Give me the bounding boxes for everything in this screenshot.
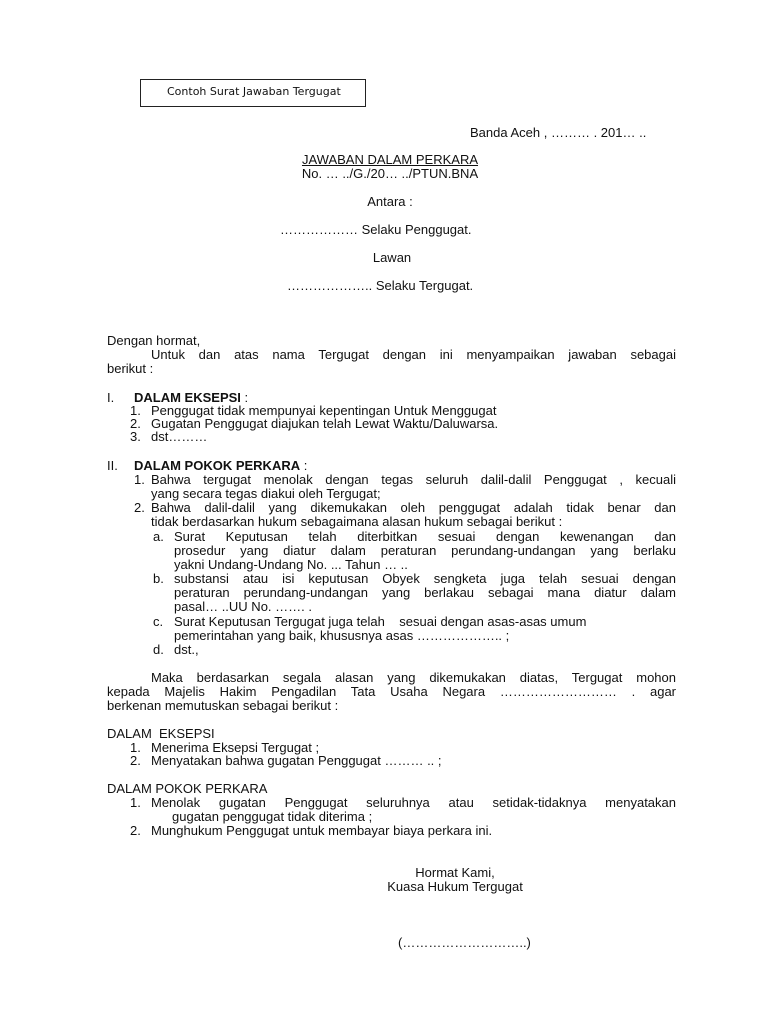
list-item: Menerima Eksepsi Tergugat ; [151,740,320,755]
list-item: Gugatan Penggugat diajukan telah Lewat Waktu/Daluwarsa. [151,416,499,431]
sub-list-letter: d. [153,642,164,657]
sub-list-line: prosedur yang diatur dalam peraturan perundang-undangan yang berlaku [174,543,676,558]
sub-list-line: yakni Undang-Undang No. ... Tahun … .. [174,557,408,572]
case-number: No. … ../G./20… ../PTUN.BNA [301,166,479,181]
petitum-1-title: DALAM EKSEPSI [107,726,215,741]
sub-list-letter: b. [153,571,164,586]
sub-list-line: peraturan perundang-undangan yang berlakau sebagai mana diatur dalam [174,585,676,600]
section-1-title: DALAM EKSEPSI [134,390,241,405]
list-number: 2. [134,500,145,515]
list-item-line: Menolak gugatan Penggugat seluruhnya atau setidak-tidaknya menyatakan [151,795,676,810]
example-title-box [140,79,366,107]
sub-list-line: pasal… ..UU No. ……. . [174,599,312,614]
section-2-title: DALAM POKOK PERKARA [134,458,301,473]
sub-list-letter: a. [153,529,164,544]
section-2-roman: II. [107,458,118,473]
list-item-line: gugatan penggugat tidak diterima ; [172,809,373,824]
section-1-roman: I. [107,390,115,405]
list-number: 1. [130,740,141,755]
list-item: Penggugat tidak mempunyai kepentingan Untuk Menggugat [151,403,497,418]
closing-line-3: berkenan memutuskan sebagai berikut : [107,698,339,713]
list-item: dst……… [151,429,208,444]
sub-list-line: substansi atau isi keputusan Obyek sengketa juga telah sesuai dengan [174,571,676,586]
sub-list-letter: c. [153,614,164,629]
list-number: 3. [130,429,141,444]
antara-label: Antara : [367,194,413,209]
salutation: Dengan hormat, [107,333,201,348]
list-item-line: Bahwa dalil-dalil yang dikemukakan oleh penggugat adalah tidak benar dan [151,500,676,515]
section-2-heading [134,458,307,473]
list-number: 1. [130,795,141,810]
sub-list-line: pemerintahan yang baik, khususnya asas ……………….. ; [174,628,510,643]
signature-placeholder: (………………………..) [398,935,531,950]
signoff-greeting: Hormat Kami, [415,865,495,880]
place-date: Banda Aceh , ……… . 201… .. [470,125,647,140]
defendant-line: ……………….. Selaku Tergugat. [287,278,474,293]
document-heading: JAWABAN DALAM PERKARA [301,152,479,167]
sub-list-line: dst., [174,642,199,657]
list-item-line: Bahwa tergugat menolak dengan tegas seluruh dalil-dalil Penggugat , kecuali [151,472,676,487]
plaintiff-line: ……………… Selaku Penggugat. [280,222,472,237]
list-number: 2. [130,416,141,431]
intro-line-1: Untuk dan atas nama Tergugat dengan ini menyampaikan jawaban sebagai [151,347,676,362]
list-number: 2. [130,823,141,838]
list-item: Menyatakan bahwa gugatan Penggugat ……… .. ; [151,753,442,768]
example-title: Contoh Surat Jawaban Tergugat [167,85,341,98]
list-item-line: yang secara tegas diakui oleh Tergugat; [151,486,381,501]
list-item: Munghukum Penggugat untuk membayar biaya perkara ini. [151,823,493,838]
list-item-line: tidak berdasarkan hukum sebagaimana alasan hukum sebagai berikut : [151,514,563,529]
list-number: 1. [134,472,145,487]
closing-line-1: Maka berdasarkan segala alasan yang dikemukakan diatas, Tergugat mohon [151,670,676,685]
intro-line-2: berikut : [107,361,154,376]
signoff-title: Kuasa Hukum Tergugat [387,879,523,894]
section-1-colon: : [244,390,249,405]
list-number: 1. [130,403,141,418]
sub-list-line: Surat Keputusan telah diterbitkan sesuai dengan kewenangan dan [174,529,676,544]
petitum-2-title: DALAM POKOK PERKARA [107,781,268,796]
sub-list-line: Surat Keputusan Tergugat juga telah sesuai dengan asas-asas umum [174,614,587,629]
list-number: 2. [130,753,141,768]
closing-line-2: kepada Majelis Hakim Pengadilan Tata Usaha Negara ……………………… . agar [107,684,676,699]
lawan-label: Lawan [372,250,412,265]
section-2-colon: : [303,458,308,473]
